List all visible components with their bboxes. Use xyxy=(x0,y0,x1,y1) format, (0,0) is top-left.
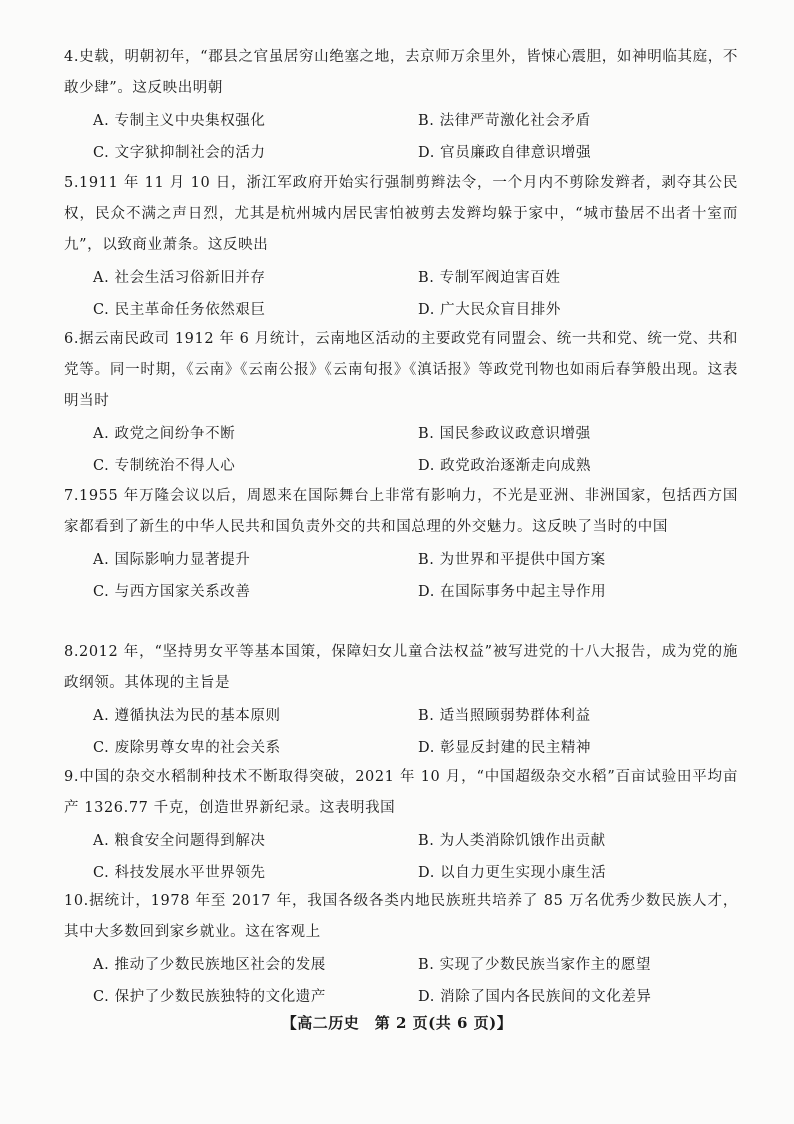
option-b: B. 专制军阀迫害百姓 xyxy=(418,270,561,286)
option-c: C. 科技发展水平世界领先 xyxy=(93,865,266,881)
question-6 xyxy=(60,324,738,483)
question-10 xyxy=(60,886,738,1014)
option-c: C. 民主革命任务依然艰巨 xyxy=(93,302,266,318)
option-a: A. 推动了少数民族地区社会的发展 xyxy=(93,957,326,973)
option-a: A. 专制主义中央集权强化 xyxy=(93,113,266,129)
option-c: C. 与西方国家关系改善 xyxy=(93,584,251,600)
option-b: B. 法律严苛激化社会矛盾 xyxy=(418,113,591,129)
options xyxy=(60,545,738,609)
option-c: C. 废除男尊女卑的社会关系 xyxy=(93,740,281,756)
question-stem: 8.2012 年，“坚持男女平等基本国策，保障妇女儿童合法权益”被写进党的十八大报告，成为党的施政纲领。其体现的主旨是 xyxy=(64,644,738,691)
option-a: A. 粮食安全问题得到解决 xyxy=(93,833,266,849)
question-stem: 4.史载，明朝初年，“郡县之官虽居穷山绝塞之地，去京师万余里外，皆悚心震胆，如神明临其庭，不敢少肆”。这反映出明朝 xyxy=(64,49,738,96)
question-7 xyxy=(60,481,738,609)
question-stem: 10.据统计，1978 年至 2017 年，我国各级各类内地民族班共培养了 85 万名优秀少数民族人才，其中大多数回到家乡就业。这在客观上 xyxy=(64,893,738,940)
option-d: D. 在国际事务中起主导作用 xyxy=(418,584,607,600)
option-b: B. 实现了少数民族当家作主的愿望 xyxy=(418,957,652,973)
option-d: D. 官员廉政自律意识增强 xyxy=(418,145,592,161)
question-stem: 7.1955 年万隆会议以后，周恩来在国际舞台上非常有影响力，不光是亚洲、非洲国家，包括西方国家都看到了新生的中华人民共和国负责外交的共和国总理的外交魅力。这反映了当时的中国 xyxy=(64,488,738,535)
option-a: A. 政党之间纷争不断 xyxy=(93,426,236,442)
question-5 xyxy=(60,168,738,327)
options xyxy=(60,826,738,890)
option-d: D. 广大民众盲目排外 xyxy=(418,302,561,318)
option-d: D. 政党政治逐渐走向成熟 xyxy=(418,458,592,474)
option-b: B. 适当照顾弱势群体利益 xyxy=(418,708,591,724)
options xyxy=(60,263,738,327)
option-c: C. 文字狱抑制社会的活力 xyxy=(93,145,266,161)
option-b: B. 国民参政议政意识增强 xyxy=(418,426,591,442)
option-c: C. 保护了少数民族独特的文化遗产 xyxy=(93,989,326,1005)
question-stem: 9.中国的杂交水稻制种技术不断取得突破，2021 年 10 月，“中国超级杂交水稻”百亩试验田平均亩产 1326.77 千克，创造世界新纪录。这表明我国 xyxy=(64,769,738,816)
option-d: D. 以自力更生实现小康生活 xyxy=(418,865,607,881)
option-b: B. 为世界和平提供中国方案 xyxy=(418,552,606,568)
page-footer: 【高二历史 第 2 页(共 6 页)】 xyxy=(281,1014,513,1032)
options xyxy=(60,701,738,765)
question-stem: 5.1911 年 11 月 10 日，浙江军政府开始实行强制剪辫法令，一个月内不剪除发辫者，剥夺其公民权，民众不满之声日烈，尤其是杭州城内居民害怕被剪去发辫均躲于家中，“城市蛰居不出者十室而九”，以致商业萧条。这反映出 xyxy=(64,175,738,253)
question-9 xyxy=(60,762,738,890)
options xyxy=(60,106,738,170)
question-4 xyxy=(60,42,738,170)
question-stem: 6.据云南民政司 1912 年 6 月统计，云南地区活动的主要政党有同盟会、统一共和党、统一党、共和党等。同一时期，《云南》《云南公报》《云南旬报》《滇话报》等政党刊物也如雨后春笋般出现。这表明当时 xyxy=(64,331,738,409)
options xyxy=(60,950,738,1014)
option-d: D. 消除了国内各民族间的文化差异 xyxy=(418,989,652,1005)
option-a: A. 国际影响力显著提升 xyxy=(93,552,251,568)
option-b: B. 为人类消除饥饿作出贡献 xyxy=(418,833,606,849)
option-c: C. 专制统治不得人心 xyxy=(93,458,236,474)
question-8 xyxy=(60,637,738,765)
option-a: A. 遵循执法为民的基本原则 xyxy=(93,708,281,724)
options xyxy=(60,419,738,483)
option-d: D. 彰显反封建的民主精神 xyxy=(418,740,592,756)
option-a: A. 社会生活习俗新旧并存 xyxy=(93,270,266,286)
